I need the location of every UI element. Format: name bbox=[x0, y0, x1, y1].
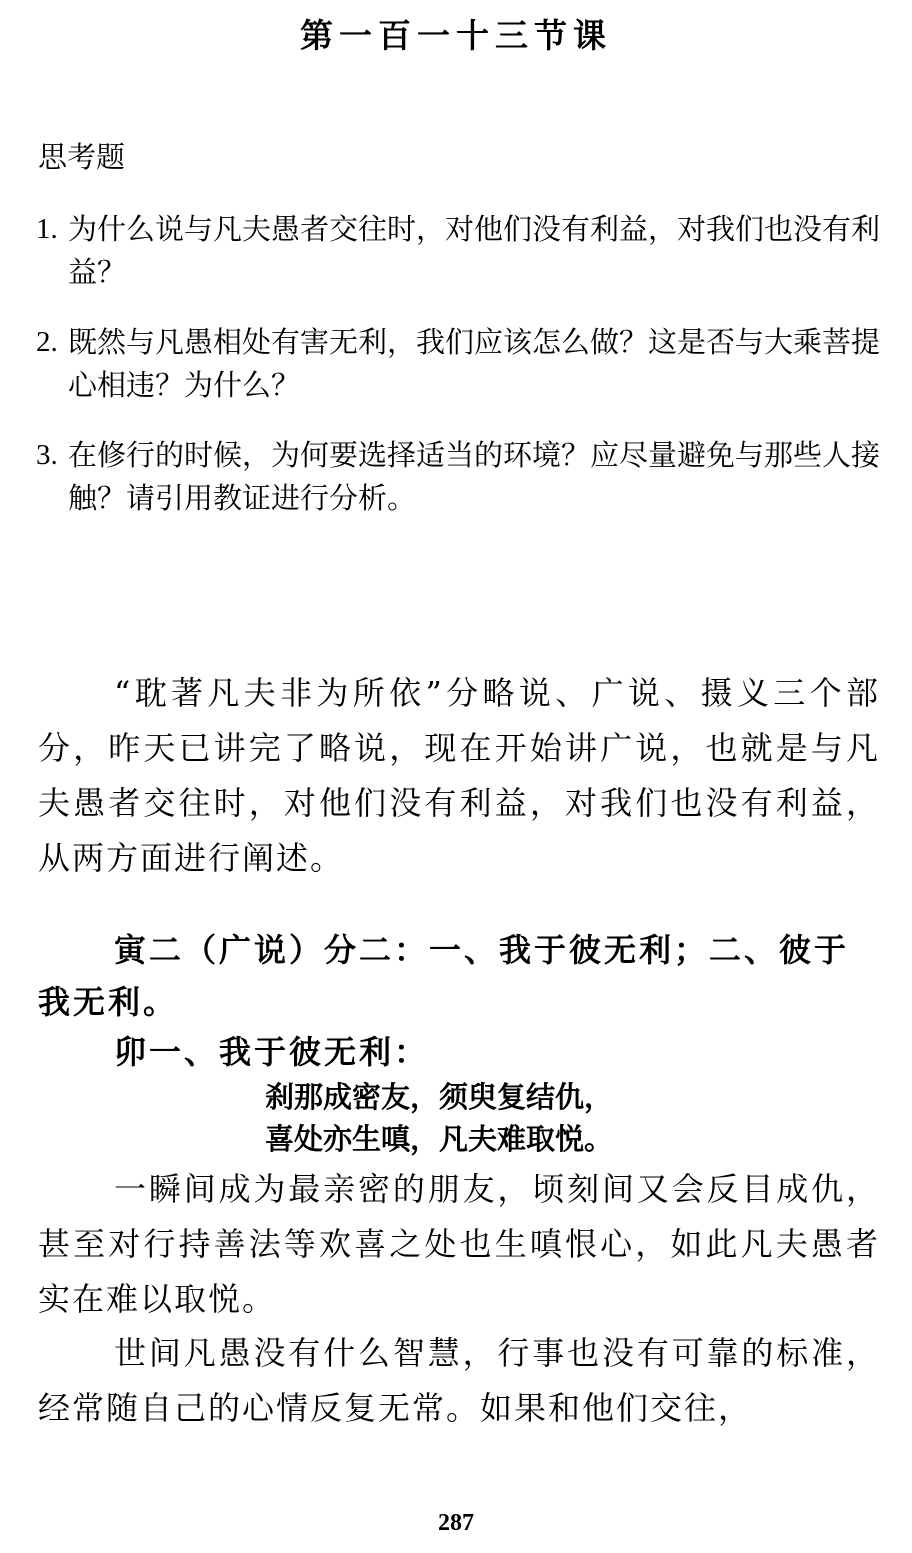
question-item bbox=[36, 321, 882, 407]
question-number: 2. bbox=[36, 326, 58, 358]
commentary-paragraph: 一瞬间成为最亲密的朋友，顷刻间又会反目成仇，甚至对行持善法等欢喜之处也生嗔恨心，如此凡夫愚者实在难以取悦。 bbox=[38, 1170, 880, 1318]
questions-heading: 思考题 bbox=[38, 140, 126, 174]
question-text: 为什么说与凡夫愚者交往时，对他们没有利益，对我们也没有利益？ bbox=[68, 212, 881, 289]
intro-paragraph: “耽著凡夫非为所依”分略说、广说、摄义三个部分，昨天已讲完了略说，现在开始讲广说，也就是与凡夫愚者交往时，对他们没有利益，对我们也没有利益，从两方面进行阐述。 bbox=[38, 674, 880, 877]
question-text: 在修行的时候，为何要选择适当的环境？应尽量避免与那些人接触？请引用教证进行分析。 bbox=[68, 438, 881, 515]
commentary-paragraph-continued: 世间凡愚没有什么智慧，行事也没有可靠的标准，经常随自己的心情反复无常。如果和他们交往， bbox=[38, 1334, 880, 1427]
question-number: 3. bbox=[36, 439, 58, 471]
question-item bbox=[36, 434, 882, 520]
question-number: 1. bbox=[36, 213, 58, 245]
verse-line-1: 刹那成密友，须臾复结仇， bbox=[265, 1080, 614, 1114]
question-item bbox=[36, 208, 882, 294]
page-number: 287 bbox=[438, 1510, 474, 1536]
verse-line-2: 喜处亦生嗔，凡夫难取悦。 bbox=[265, 1122, 614, 1156]
lesson-title: 第一百一十三节课 bbox=[300, 16, 612, 55]
subsection-heading: 卯一、我于彼无利： bbox=[114, 1033, 430, 1071]
questions-list bbox=[36, 208, 882, 547]
section-heading: 寅二（广说）分二：一、我于彼无利；二、彼于我无利。 bbox=[38, 931, 850, 1021]
question-text: 既然与凡愚相处有害无利，我们应该怎么做？这是否与大乘菩提心相违？为什么？ bbox=[68, 325, 881, 402]
